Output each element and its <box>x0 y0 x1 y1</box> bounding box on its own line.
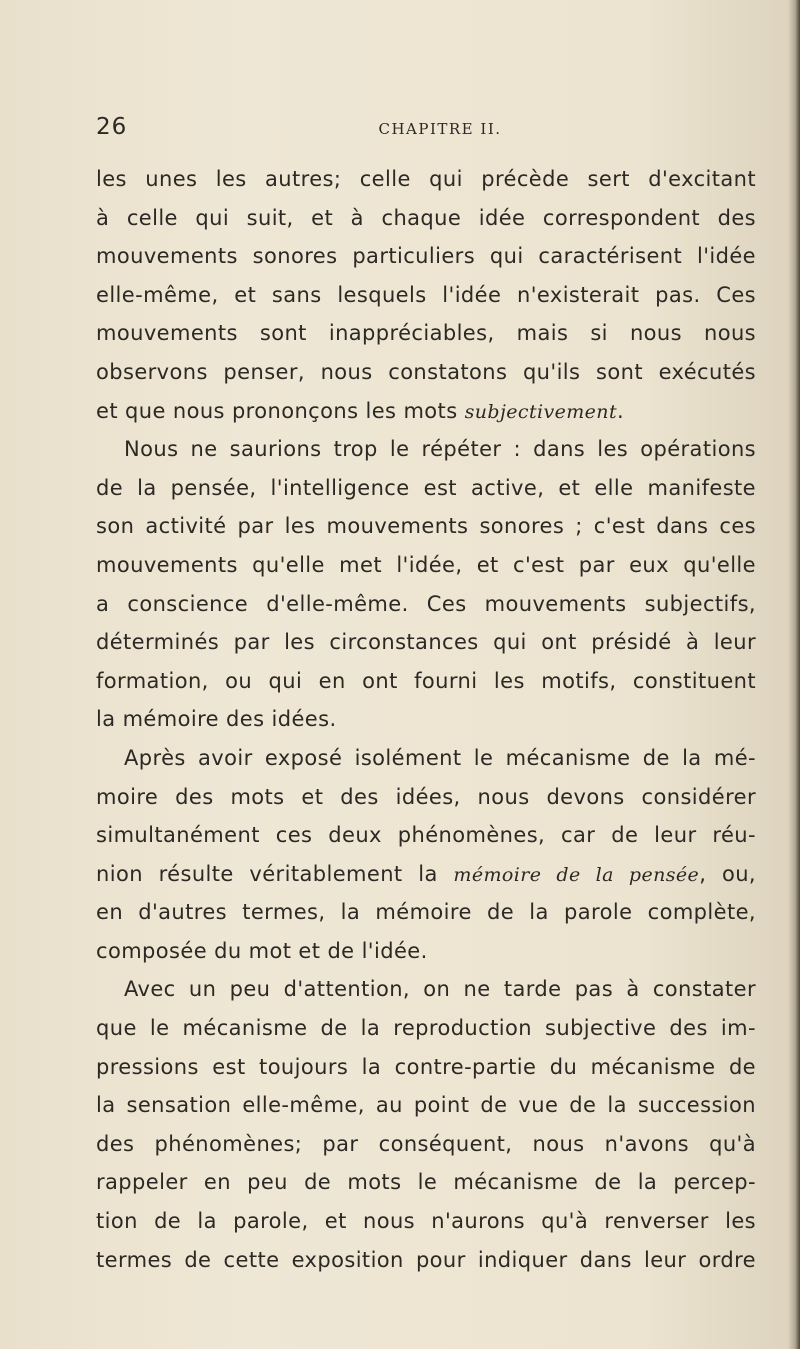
italic-term: subjectivement <box>464 400 617 423</box>
text-line: rappeler en peu de mots le mécanisme de la percep- <box>96 1170 756 1195</box>
text-line: moire des mots et des idées, nous devons considérer <box>96 784 756 809</box>
text-line: termes de cette exposition pour indiquer dans leur ordre <box>96 1247 756 1272</box>
text-line: son activité par les mouvements sonores ; c'est dans ces <box>96 514 756 539</box>
text-run: et que nous prononçons les mots <box>96 398 465 423</box>
text-line: les unes les autres; celle qui précède sert d'excitant <box>96 167 756 191</box>
paragraph-first-line: Après avoir exposé isolément le mécanisme de la mé- <box>124 745 756 770</box>
chapter-title: CHAPITRE II. <box>378 120 502 138</box>
text-line <box>96 855 756 894</box>
text-run: , ou, <box>699 861 756 886</box>
text-line: en d'autres termes, la mémoire de la parole complète, <box>96 900 756 925</box>
paragraph-first-line: Avec un peu d'attention, on ne tarde pas à constater <box>124 977 756 1002</box>
text-line: observons penser, nous constatons qu'ils sont exécutés <box>96 359 756 384</box>
text-line: tion de la parole, et nous n'aurons qu'à renverser les <box>96 1209 756 1234</box>
page-number: 26 <box>96 114 128 140</box>
text-run: . <box>616 398 625 423</box>
text-line: que le mécanisme de la reproduction subjective des im- <box>96 1016 756 1041</box>
text-line: des phénomènes; par conséquent, nous n'avons qu'à <box>96 1131 756 1156</box>
text-line: pressions est toujours la contre-partie du mécanisme de <box>96 1054 756 1079</box>
text-line: mouvements sont inappréciables, mais si nous nous <box>96 321 756 346</box>
text-line: formation, ou qui en ont fourni les motifs, constituent <box>96 668 756 693</box>
text-line: la mémoire des idées. <box>96 707 337 732</box>
text-line: de la pensée, l'intelligence est active, et elle manifeste <box>96 475 756 500</box>
text-line: mouvements sonores particuliers qui caractérisent l'idée <box>96 244 756 269</box>
running-head <box>96 114 754 148</box>
body-text <box>96 160 756 1279</box>
text-line: a conscience d'elle-même. Ces mouvements subjectifs, <box>96 591 756 616</box>
text-line: elle-même, et sans lesquels l'idée n'existerait pas. Ces <box>96 282 756 307</box>
page-edge-shadow <box>788 0 800 1349</box>
text-line: mouvements qu'elle met l'idée, et c'est par eux qu'elle <box>96 552 756 577</box>
text-line: à celle qui suit, et à chaque idée correspondent des <box>96 205 756 230</box>
text-line: déterminés par les circonstances qui ont présidé à leur <box>96 630 756 655</box>
text-line: simultanément ces deux phénomènes, car de leur réu- <box>96 823 756 848</box>
text-line: composée du mot et de l'idée. <box>96 938 428 963</box>
paragraph-first-line: Nous ne saurions trop le répéter : dans les opérations <box>124 437 756 462</box>
text-line <box>96 392 756 431</box>
italic-term: mémoire de la pensée <box>453 863 700 886</box>
text-line: la sensation elle-même, au point de vue de la succession <box>96 1093 756 1118</box>
text-run: nion résulte véritablement la <box>96 861 454 886</box>
